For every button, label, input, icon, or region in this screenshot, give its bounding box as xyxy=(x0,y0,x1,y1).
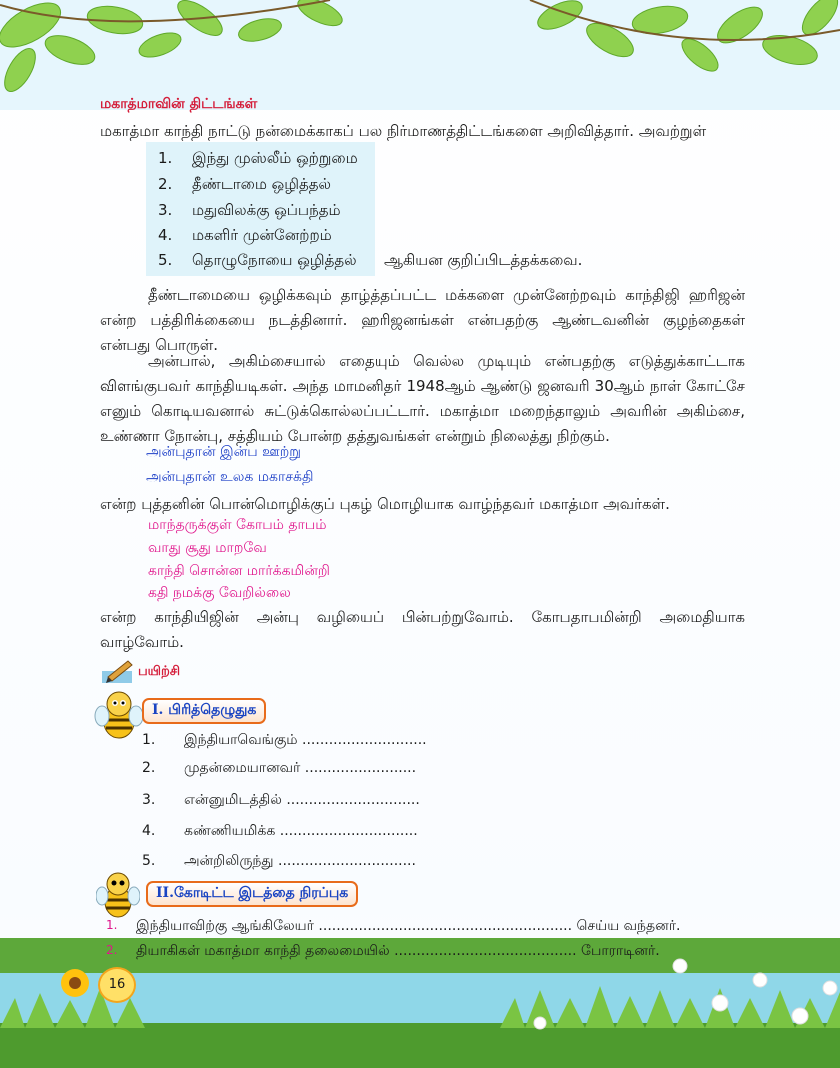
scheme-item: 1. இந்து முஸ்லீம் ஒற்றுமை xyxy=(158,149,358,167)
scheme-item: 5. தொழுநோயை ஒழித்தல் xyxy=(158,251,357,269)
fill-item-number: 1. xyxy=(106,918,118,932)
fill-item-number: 2. xyxy=(106,943,118,957)
exercise-title: பயிற்சி xyxy=(138,664,181,679)
scheme-item: 2. தீண்டாமை ஒழித்தல் xyxy=(158,175,331,193)
exercise-item: கண்ணியமிக்க ............................... xyxy=(184,823,418,839)
poem-line: வாது சூது மாறவே xyxy=(148,540,267,556)
section2-title: II.கோடிட்ட இடத்தை நிரப்புக xyxy=(146,881,358,907)
exercise-item-number: 1. xyxy=(142,732,156,748)
intro-line: மகாத்மா காந்தி நாட்டு நன்மைக்காகப் பல நிர்மாணத்திட்டங்களை அறிவித்தார். அவற்றுள் xyxy=(100,122,707,140)
paragraph-harijan: தீண்டாமையை ஒழிக்கவும் தாழ்த்தப்பட்ட மக்களை முன்னேற்றவும் காந்திஜி ஹரிஜன் என்ற பத்திரிக்கையை நடத்தினார். ஹரிஜனங்கள் என்பதற்கு ஆண்டவனின் குழந்தைகள் என்பது பொருள். xyxy=(100,286,745,354)
section1-title: I. பிரித்தெழுதுக xyxy=(142,698,266,724)
schemes-suffix: ஆகியன குறிப்பிடத்தக்கவை. xyxy=(384,251,583,269)
bee-icon xyxy=(96,868,140,920)
exercise-item-number: 4. xyxy=(142,823,156,839)
buddha-quote-line: அன்புதான் இன்ப ஊற்று xyxy=(146,444,301,460)
fill-item: தியாகிகள் மகாத்மா காந்தி தலைமையில் ......................................... போராடினர். xyxy=(136,943,660,959)
exercise-item: இந்தியாவெங்கும் ............................ xyxy=(184,732,427,748)
poem-line: காந்தி சொன்ன மார்க்கமின்றி xyxy=(148,563,330,579)
exercise-item-number: 3. xyxy=(142,792,156,808)
poem-line: மாந்தருக்குள் கோபம் தாபம் xyxy=(148,517,327,533)
scheme-item: 3. மதுவிலக்கு ஒப்பந்தம் xyxy=(158,201,341,219)
bee-icon xyxy=(94,686,144,742)
exercise-item-number: 5. xyxy=(142,853,156,869)
scheme-item: 4. மகளிர் முன்னேற்றம் xyxy=(158,226,332,244)
buddha-quote-line: அன்புதான் உலக மகாசக்தி xyxy=(146,469,314,485)
page-number: 16 xyxy=(98,967,136,1003)
fill-item: இந்தியாவிற்கு ஆங்கிலேயர் ......................................................... செய்ய வந்தனர். xyxy=(136,918,681,934)
exercise-item: என்னுமிடத்தில் .............................. xyxy=(184,792,420,808)
exercise-item: முதன்மையானவர் ......................... xyxy=(184,760,417,776)
section-heading: மகாத்மாவின் திட்டங்கள் xyxy=(100,96,258,112)
exercise-item: அன்றிலிருந்து ............................... xyxy=(184,853,416,869)
pencil-writing-icon xyxy=(100,657,136,685)
paragraph-ahimsa: அன்பால், அகிம்சையால் எதையும் வெல்ல முடியும் என்பதற்கு எடுத்துக்காட்டாக விளங்குபவர் காந்தியடிகள். அந்த மாமனிதர் 1948ஆம் ஆண்டு ஜனவரி 30ஆம் நாள் கோட்சே எனும் கொடியவனால் சுட்டுக்கொல்லப்பட்டார். மகாத்மா மறைந்தாலும் அவரின் அகிம்சை, உண்ணா நோன்பு, சத்தியம் போன்ற தத்துவங்கள் என்றும் நிலைத்து நிற்கும். xyxy=(100,352,745,445)
closing-paragraph: என்ற காந்தியிஜின் அன்பு வழியைப் பின்பற்றுவோம். கோபதாபமின்றி அமைதியாக வாழ்வோம். xyxy=(100,608,745,651)
exercise-item-number: 2. xyxy=(142,760,156,776)
poem-line: கதி நமக்கு வேறில்லை xyxy=(148,585,291,601)
buddha-after-line: என்ற புத்தனின் பொன்மொழிக்குப் புகழ் மொழியாக வாழ்ந்தவர் மகாத்மா அவர்கள். xyxy=(100,495,670,513)
